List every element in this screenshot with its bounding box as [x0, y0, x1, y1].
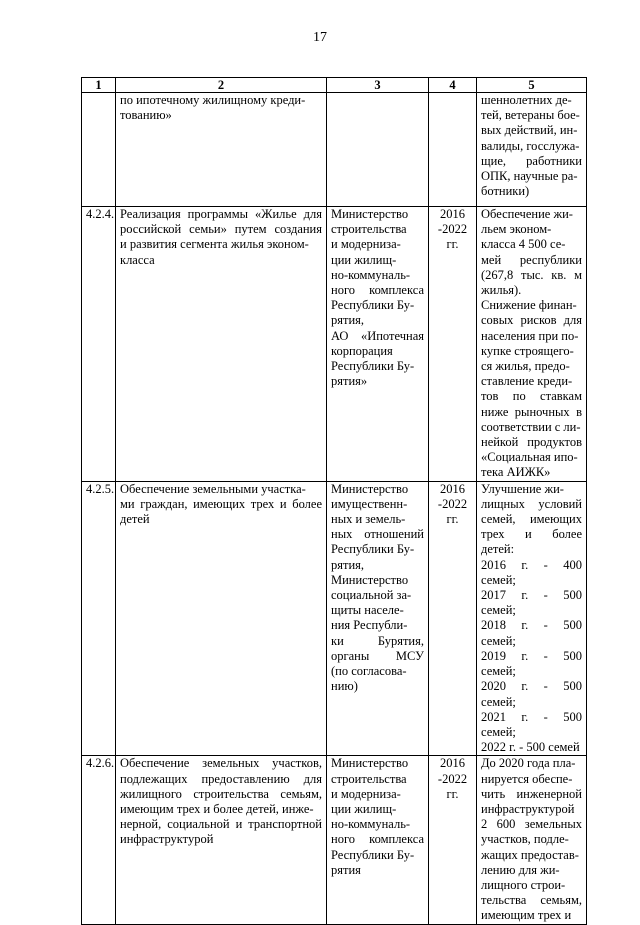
cell-line: Обеспечение земельными участка-	[120, 481, 306, 496]
cell-line: детей	[120, 512, 150, 527]
cell-line: (267,8 тыс. кв. м	[481, 267, 582, 282]
cell-line: ных отношений	[331, 527, 424, 542]
cell-line: До 2020 года пла-	[481, 756, 576, 771]
cell-line: лищных условий	[481, 496, 582, 511]
cell-line: льем эконом-	[481, 222, 552, 237]
cell-line: АО «Ипотечная	[331, 328, 424, 343]
cell-line: ми граждан, имеющих трех и более	[120, 496, 322, 511]
cell-line: жилищного строительства семьям,	[120, 786, 322, 801]
cell-line: щие, работники	[481, 153, 582, 168]
item-number-cell: 4.2.5.	[82, 481, 116, 756]
cell-line: совых рисков для	[481, 313, 582, 328]
executor-cell	[327, 481, 429, 756]
cell-line: лению для жи-	[481, 862, 560, 877]
result-cell	[477, 207, 587, 482]
cell-line: имеющим трех и более детей, инже-	[120, 801, 314, 816]
cell-line: и модерниза-	[331, 237, 401, 252]
cell-line: ния Республи-	[331, 618, 408, 633]
activity-cell	[116, 756, 327, 924]
item-number-cell: 4.2.4.	[82, 207, 116, 482]
cell-line: (по согласова-	[331, 664, 407, 679]
cell-line: и модерниза-	[331, 786, 401, 801]
cell-line: Обеспечение земельных участков,	[120, 756, 322, 771]
cell-line: ного комплекса	[331, 832, 424, 847]
cell-line: мей республики	[481, 252, 582, 267]
cell-line: вых действий, ин-	[481, 123, 578, 138]
cell-line: гг.	[446, 512, 459, 527]
cell-line: но-коммуналь-	[331, 817, 411, 832]
cell-line: Министерство	[331, 572, 409, 587]
cell-line: валиды, госслужа-	[481, 138, 580, 153]
cell-line: 2019 г. - 500 семей;	[481, 648, 582, 679]
executor-cell	[327, 207, 429, 482]
cell-line: нию)	[331, 679, 358, 694]
cell-line: Снижение финан-	[481, 298, 577, 313]
column-header: 3	[327, 78, 429, 93]
period-cell	[429, 481, 477, 756]
cell-line: имущественн-	[331, 496, 408, 511]
cell-line: Республики Бу-	[331, 847, 415, 862]
cell-line: тованию»	[120, 108, 172, 123]
cell-line: ся жилья, предо-	[481, 359, 570, 374]
table-row	[82, 756, 587, 924]
cell-line: инфраструктурой	[120, 832, 214, 847]
table-header-row	[82, 78, 587, 93]
cell-line: 2018 г. - 500 семей;	[481, 618, 582, 648]
table-row	[82, 93, 587, 207]
column-header: 4	[429, 78, 477, 93]
cell-line: социальной за-	[331, 588, 412, 603]
cell-line: ниже рыночных в	[481, 404, 582, 419]
cell-line: класса	[120, 252, 155, 267]
cell-line: ных и земель-	[331, 512, 406, 527]
cell-line: гг.	[446, 237, 459, 252]
cell-line: но-коммуналь-	[331, 267, 411, 282]
cell-line: строительства	[331, 222, 407, 237]
cell-line: Министерство	[331, 481, 409, 496]
cell-line: населения при по-	[481, 328, 579, 343]
period-cell	[429, 207, 477, 482]
cell-line: тельства семьям,	[481, 893, 582, 908]
cell-line: ставление креди-	[481, 374, 573, 389]
result-cell	[477, 481, 587, 756]
activity-cell	[116, 481, 327, 756]
cell-line: -2022	[437, 771, 468, 786]
cell-line: жилья).	[481, 283, 522, 298]
cell-line: ки Бурятия,	[331, 633, 424, 648]
activity-cell	[116, 207, 327, 482]
cell-line: Реализация программы «Жилье для	[120, 207, 322, 221]
executor-cell	[327, 756, 429, 924]
cell-line: Министерство	[331, 756, 409, 771]
cell-line: рятия	[331, 862, 361, 877]
item-number-cell	[82, 93, 116, 207]
cell-line: тей, ветераны бое-	[481, 108, 580, 123]
cell-line: Республики Бу-	[331, 359, 415, 374]
cell-line: щиты населе-	[331, 603, 404, 618]
cell-line: -2022	[437, 222, 468, 237]
cell-line: корпорация	[331, 343, 393, 358]
cell-line: имеющим трех и	[481, 908, 572, 923]
cell-line: 2016	[440, 481, 465, 496]
cell-line: Улучшение жи-	[481, 481, 564, 496]
cell-line: Республики Бу-	[331, 542, 415, 557]
table-row	[82, 207, 587, 482]
period-cell	[429, 756, 477, 924]
cell-line: строительства	[331, 771, 407, 786]
cell-line: участков, подле-	[481, 832, 569, 847]
cell-line: гг.	[446, 786, 459, 801]
cell-line: семей, имеющих	[481, 512, 582, 527]
cell-line: -2022	[437, 496, 468, 511]
cell-line: органы МСУ	[331, 648, 424, 663]
cell-line: и развития сегмента жилья эконом-	[120, 237, 309, 252]
activity-cell	[116, 93, 327, 207]
cell-line: тека АИЖК»	[481, 465, 551, 480]
item-number-cell: 4.2.6.	[82, 756, 116, 924]
cell-line: подлежащих предоставлению для	[120, 771, 322, 786]
cell-line: Министерство	[331, 207, 409, 221]
cell-line: купке строящего-	[481, 343, 574, 358]
cell-line: ОПК, научные ра-	[481, 169, 578, 184]
cell-line: трех и более детей:	[481, 527, 582, 557]
cell-line: нейкой продуктов	[481, 435, 582, 450]
result-cell	[477, 93, 587, 207]
cell-line: российской семьи» путем создания	[120, 222, 322, 237]
cell-line: шеннолетних де-	[481, 93, 572, 107]
cell-line: инфраструктурой	[481, 801, 575, 816]
cell-line: «Социальная ипо-	[481, 450, 578, 465]
executor-cell	[327, 93, 429, 207]
column-header: 2	[116, 78, 327, 93]
cell-line: 2016 г. - 400 семей;	[481, 557, 582, 587]
cell-line: 2020 г. - 500 семей;	[481, 679, 582, 709]
page-number: 17	[313, 30, 327, 45]
cell-line: рятия,	[331, 313, 365, 328]
column-header: 1	[82, 78, 116, 93]
cell-line: ции жилищ-	[331, 252, 397, 267]
cell-line: чить инженерной	[481, 786, 582, 801]
cell-line: нерной, социальной и транспортной	[120, 817, 322, 832]
cell-line: ции жилищ-	[331, 801, 397, 816]
cell-line: ботники)	[481, 184, 530, 199]
cell-line: 2022 г. - 500 семей	[481, 740, 580, 755]
cell-line: тов по ставкам	[481, 389, 582, 404]
cell-line: 2 600 земельных	[481, 817, 582, 832]
cell-line: рятия»	[331, 374, 368, 389]
cell-line: 2016	[440, 756, 465, 771]
result-cell	[477, 756, 587, 924]
column-header: 5	[477, 78, 587, 93]
cell-line: 2016	[440, 207, 465, 221]
cell-line: 2021 г. - 500 семей;	[481, 709, 582, 739]
cell-line: класса 4 500 се-	[481, 237, 566, 252]
cell-line: Обеспечение жи-	[481, 207, 573, 221]
period-cell	[429, 93, 477, 207]
cell-line: нируется обеспе-	[481, 771, 573, 786]
cell-line: ного комплекса	[331, 283, 424, 298]
cell-line: 2017 г. - 500 семей;	[481, 588, 582, 618]
cell-line: жащих предостав-	[481, 847, 579, 862]
cell-line: Республики Бу-	[331, 298, 415, 313]
table-row	[82, 481, 587, 756]
cell-line: лищного строи-	[481, 877, 566, 892]
cell-line: по ипотечному жилищному креди-	[120, 93, 306, 107]
cell-line: рятия,	[331, 557, 365, 572]
cell-line: соответствии с ли-	[481, 419, 581, 434]
program-table	[81, 77, 587, 925]
